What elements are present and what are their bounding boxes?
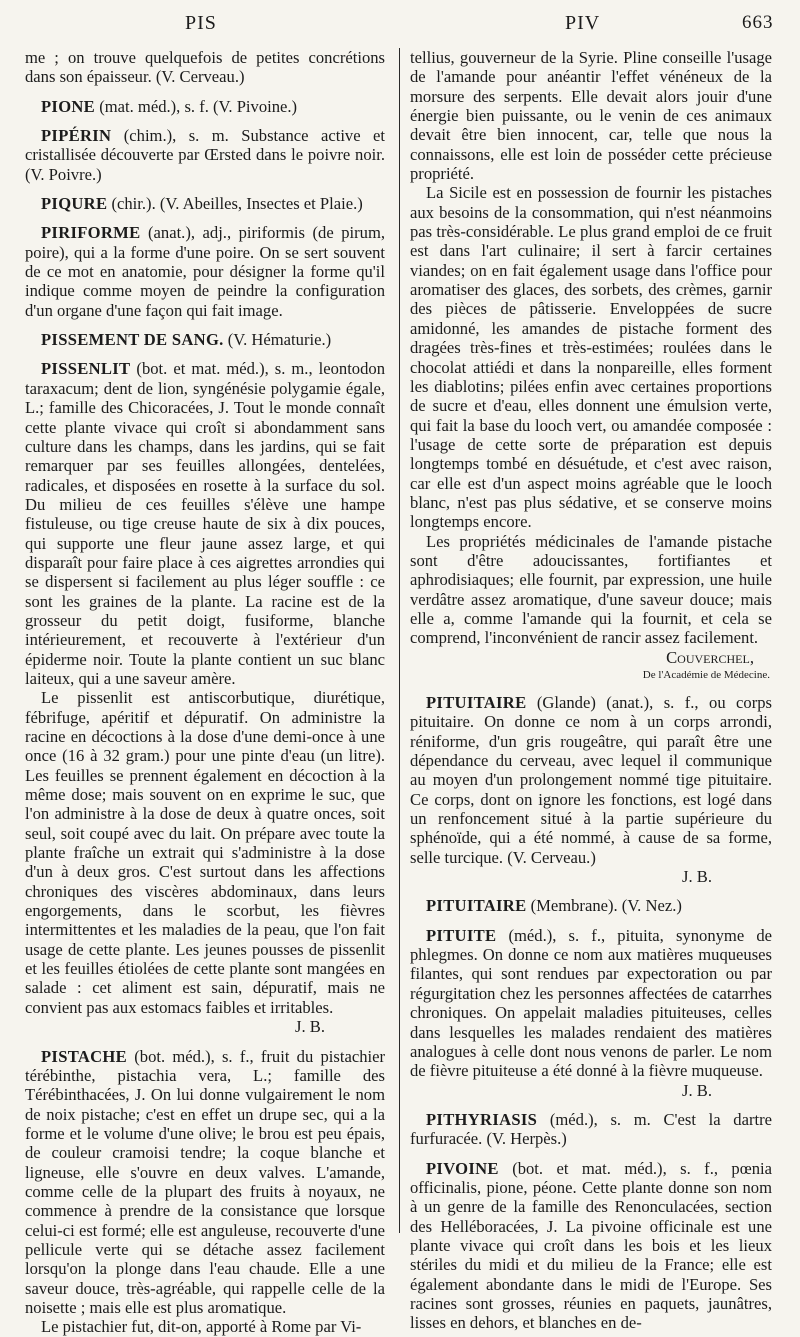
entry-piqure: PIQURE (chir.). (V. Abeilles, Insectes et Plaie.) <box>25 194 385 213</box>
entry-pissement: PISSEMENT DE SANG. (V. Hématurie.) <box>25 330 385 349</box>
entry-pivoine: PIVOINE (bot. et mat. méd.), s. f., pœnia officinalis, pione, péone. Cette plante donne son nom à un genre de la famille des Renonculacées, section des Helléboracées, J. La pivoine officinale est une plante vivace qui croît dans les bois et les lieux stériles du midi et du milieu de la France; elle est également abondante dans le midi de l'Europe. Ses racines sont grosses, réunies en paquets, jaunâtres, lisses en dehors, et blanches en de- <box>410 1158 772 1333</box>
entry-headword: PISTACHE <box>41 1046 128 1066</box>
entry-pistache: PISTACHE (bot. méd.), s. f., fruit du pistachier térébinthe, pistachia vera, L.; famille des Térébinthacées, J. On lui donne vulgairement le nom de noix pistache; c'est en effet un drupe sec, qui a la forme et le volume d'une olive; le brou est peu épais, de couleur cramoisi tendre; la coque blanche et ligneuse, elle s'ouvre en deux valves. L'amande, comme celle de la plupart des fruits à noyaux, ne commence à prendre de la consistance que lorsque celui-ci est formé; elle est anguleuse, recouverte d'une pellicule verte qui se détache assez facilement lorsqu'on la plonge dans l'eau chaude. Elle a une saveur douce, très-agréable, qui rappelle celle de la noisette ; mais elle est plus aromatique. <box>25 1046 385 1317</box>
author-signature: Couverchel, <box>666 647 754 667</box>
entry-headword: PISSEMENT DE SANG. <box>41 330 224 350</box>
entry-headword: PIQURE <box>41 194 108 214</box>
entry-piperin: PIPÉRIN (chim.), s. m. Substance active et cristallisée découverte par Œrsted dans le poivre noir. (V. Poivre.) <box>25 126 385 184</box>
entry-paragraph: La Sicile est en possession de fournir les pistaches aux besoins de la consommation, qui n'est néanmoins pas très-considérable. Le plus grand emploi de ce fruit est dans l'art culinaire; il sert à farcir certaines viandes; on en fait également usage dans l'office pour aromatiser des glaces, des sorbets, des crèmes, garnir des pièces de pâtisserie. Enveloppées de sucre amidonné, les amandes de pistache forment des dragées très-fines et très-estimées; roulées dans le chocolat attiédi et dans la nonpareille, elles forment les diablotins; pilées enfin avec certaines proportions de sucre et d'eau, elles donnent une émulsion verte, qui fait la base du looch vert, ou amandée composée : l'usage de cette sorte de préparation est depuis longtemps tombé en désuétude, et c'est avec raison, car elle est d'un aspect moins agréable que le looch blanc, n'est pas plus sédative, et se conserve moins longtemps encore. <box>410 183 772 532</box>
column-divider <box>399 48 400 1233</box>
entry-headword: PITHYRIASIS <box>426 1109 538 1129</box>
entry-signature: J. B. <box>682 867 712 887</box>
entry-headword: PIPÉRIN <box>41 126 112 146</box>
entry-headword: PITUITE <box>426 925 497 945</box>
entry-signature: J. B. <box>682 1080 712 1100</box>
entry-headword: PITUITAIRE <box>426 896 527 916</box>
entry-signature: J. B. <box>295 1017 325 1037</box>
entry-pione: PIONE (mat. méd.), s. f. (V. Pivoine.) <box>25 97 385 116</box>
entry-pituite: PITUITE (méd.), s. f., pituita, synonyme de phlegmes. On donne ce nom aux matières muqueuses filantes, qui sont rendues par expectoration ou par régurgitation chez les personnes affectées de catarrhes chroniques. On appelait maladies pituiteuses, celles dans lesquelles les malades rendaient des matières analogues à celle dont nous venons de parler. Le nom de fièvre pituiteuse a été donné à la fièvre muqueuse. <box>410 925 772 1081</box>
entry-continuation: tellius, gouverneur de la Syrie. Pline conseille l'usage de l'amande pour anéantir l'effet vénéneux de la morsure des serpents. Elle devait alors jouir d'une énergie bien puissante, ou le venin de ces animaux devait être bien innocent, car, telle que nous la connaissons, elle est loin de posséder cette précieuse propriété. <box>410 48 772 184</box>
entry-pissenlit: PISSENLIT (bot. et mat. méd.), s. m., leontodon taraxacum; dent de lion, syngénésie polygamie égale, L.; famille des Chicoracées, J. Tout le monde connaît cette plante vivace qui croît si abondamment sans culture dans les champs, dans les jardins, qui se fait remarquer par ses feuilles allongées, dentelées, radicales, et disposées en rosette à la surface du sol. Du milieu de ces feuilles s'élève une hampe fistuleuse, ou tige creuse haute de six à dix pouces, qui supporte une fleur jaune assez large, et qui disparaît pour faire place à ces aigrettes arrondies qui se dispersent si facilement au plus léger souffle : ce sont les graines de la plante. La racine est de la grosseur du petit doigt, fusiforme, blanche intérieurement, et recouverte à l'extérieur d'un épiderme noir. Toute la plante contient un suc blanc laiteux, qui a une saveur amère. <box>25 359 385 688</box>
entry-pituitaire-membrane: PITUITAIRE (Membrane). (V. Nez.) <box>410 896 772 915</box>
entry-headword: PISSENLIT <box>41 359 131 379</box>
entry-headword: PITUITAIRE <box>426 693 527 712</box>
author-affiliation: De l'Académie de Médecine. <box>642 669 770 681</box>
left-column <box>25 48 385 1337</box>
right-column <box>410 48 772 1333</box>
entry-paragraph: Le pistachier fut, dit-on, apporté à Rome par Vi- <box>41 1317 362 1337</box>
running-head-right: PIV <box>565 12 601 34</box>
entry-headword: PIRIFORME <box>41 223 141 243</box>
entry-paragraph: Le pissenlit est antiscorbutique, diurétique, fébrifuge, apéritif et dépuratif. On administre la racine en décoctions à la dose d'une demi-once à une once (16 à 32 gram.) pour une pinte d'eau (un litre). Les feuilles se prennent également en décoction à la même dose; mais souvent on en exprime le suc, que l'on administre à la dose de deux à quatre onces, soit seul, soit coupé avec du lait. On prépare avec toute la plante fraîche un extrait qui s'administre à la dose d'un à deux gros. C'est surtout dans les affections chroniques des viscères abdominaux, dans leurs engorgements, dans le scorbut, les fièvres intermittentes et les maladies de la peau, que l'on fait usage de cette plante. Les jeunes pousses de pissenlit et les feuilles étiolées de cette plante sont mangées en salade : cet aliment est sain, dépuratif, mais ne convient pas aux estomacs faibles et irritables. <box>25 688 385 1017</box>
entry-pithyriasis: PITHYRIASIS (méd.), s. m. C'est la dartre furfuracée. (V. Herpès.) <box>410 1109 772 1149</box>
page-number: 663 <box>742 12 774 33</box>
entry-pituitaire-glande: PITUITAIRE (Glande) (anat.), s. f., ou corps pituitaire. On donne ce nom à un corps arrondi, réniforme, d'un gris rougeâtre, qui paraît être une dépendance du cerveau, avec lequel il communique au moyen d'un prolongement nommé tige pituitaire. Ce corps, dont on ignore les fonctions, est logé dans un renfoncement situé à la partie supérieure du sphénoïde, qui a été nommé, à cause de sa forme, selle turcique. (V. Cerveau.) <box>410 693 772 867</box>
entry-paragraph: Les propriétés médicinales de l'amande pistache sont d'être adoucissantes, fortifiantes et aphrodisiaques; elle fournit, par expression, une huile verdâtre assez aromatique, d'une saveur douce; mais elle a, comme l'amande qui la fournit, et cela se comprend, l'inconvénient de rancir assez facilement. <box>410 531 772 648</box>
entry-headword: PIONE <box>41 96 96 116</box>
entry-piriforme: PIRIFORME (anat.), adj., piriformis (de pirum, poire), qui a la forme d'une poire. On se sert souvent de ce mot en anatomie, pour désigner la forme qu'il indique comme moyen de peindre la configuration d'un organe d'une façon qui fait image. <box>25 223 385 320</box>
entry-headword: PIVOINE <box>426 1158 499 1178</box>
entry-continuation: me ; on trouve quelquefois de petites concrétions dans son épaisseur. (V. Cerveau.) <box>25 48 385 87</box>
running-head-left: PIS <box>185 12 217 34</box>
